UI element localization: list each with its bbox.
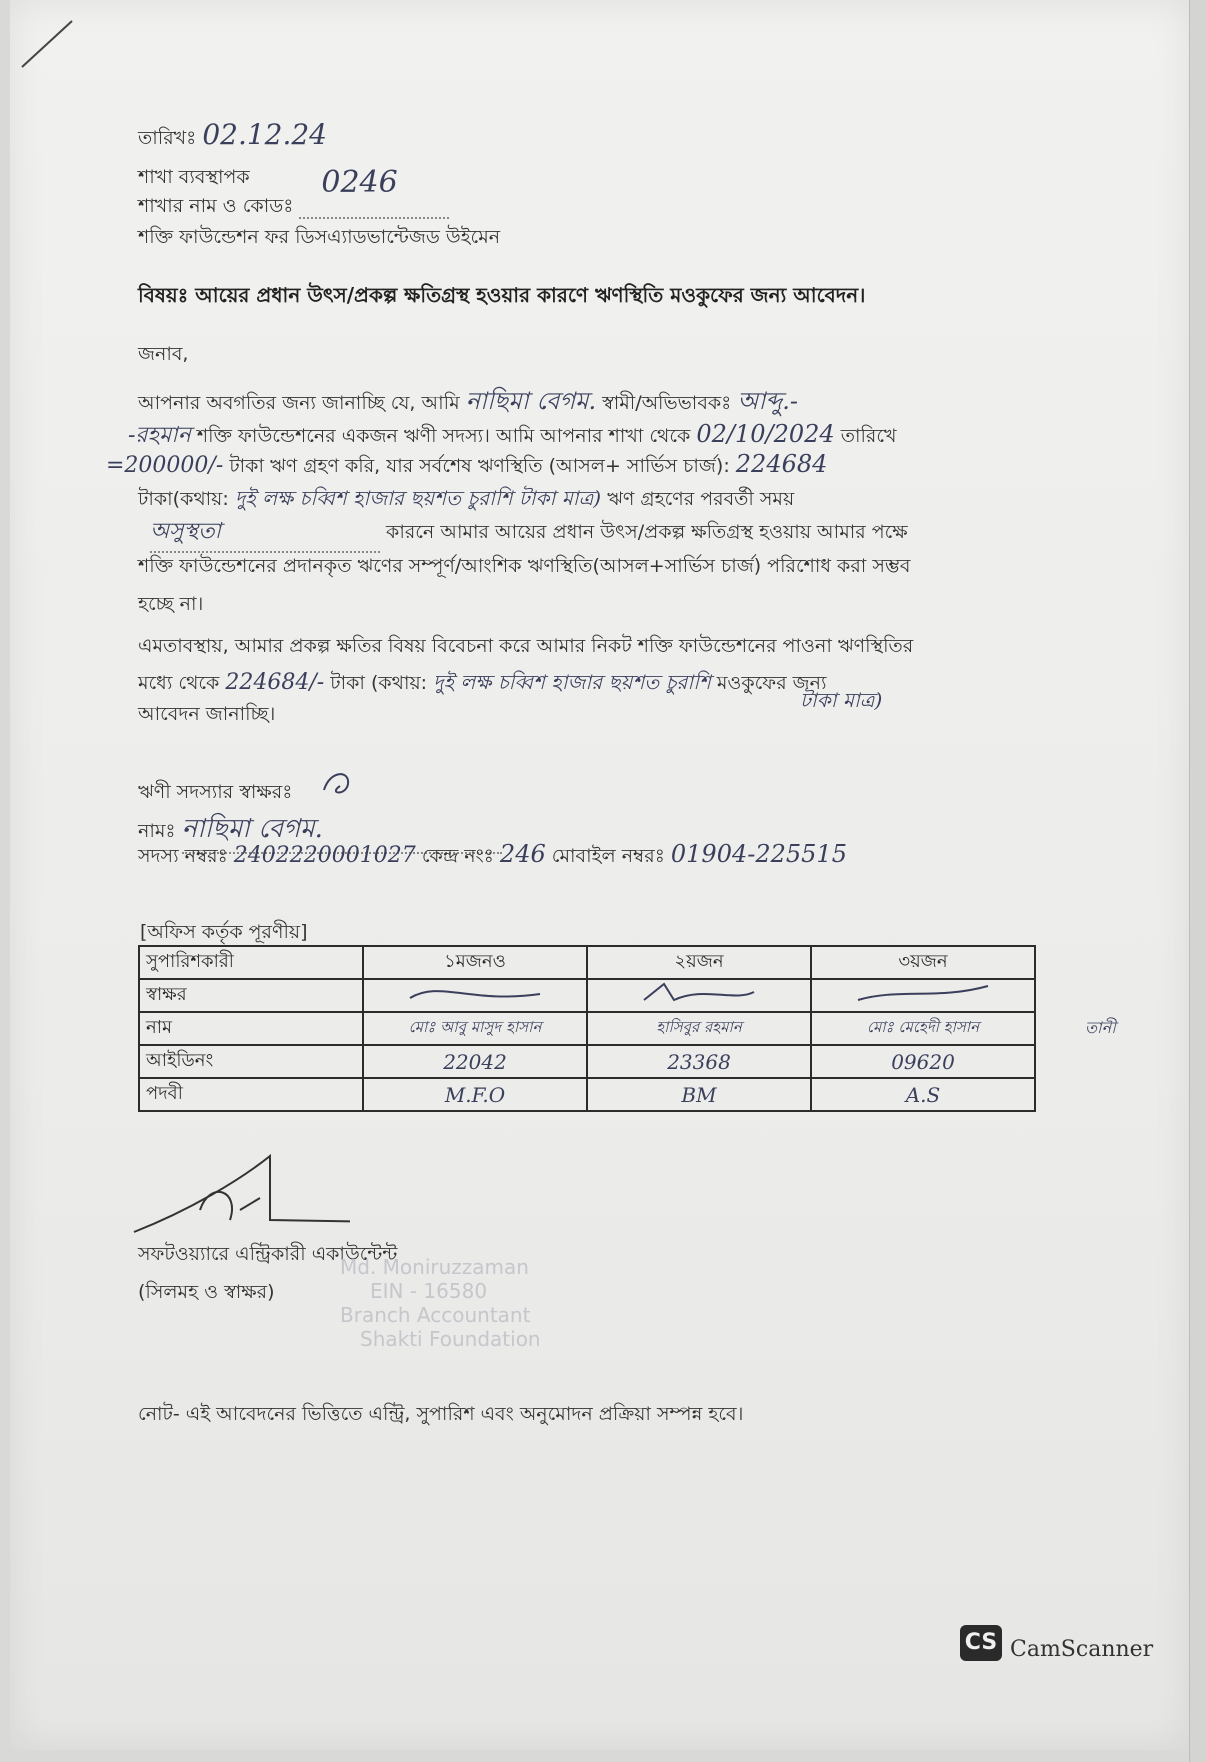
body-line-3: =200000/- টাকা ঋণ গ্রহণ করি, যার সর্বশেষ ঋণস্থিতি (আসল+ সার্ভিস চার্জ): 224684 — [106, 450, 828, 478]
body-line-6: শক্তি ফাউন্ডেশনের প্রদানকৃত ঋণের সম্পূর্ণ/আংশিক ঋণস্থিতি(আসল+সার্ভিস চার্জ) পরিশোধ করা সম্ভব — [138, 555, 911, 577]
row-label: পদবী — [139, 1078, 363, 1111]
col-header: ৩য়জন — [811, 946, 1035, 979]
body-line-7: হচ্ছে না। — [138, 593, 204, 615]
id-cell: 22042 — [363, 1045, 587, 1078]
footer-note: নোট- এই আবেদনের ভিত্তিতে এন্ট্রি, সুপারিশ এবং অনুমোদন প্রক্রিয়া সম্পন্ন হবে। — [138, 1403, 744, 1425]
outstanding-hand: 224684 — [735, 450, 828, 478]
amount-in-words-hand: দুই লক্ষ চব্বিশ হাজার ছয়শত চুরাশি টাকা মাত্র) — [234, 486, 602, 510]
col-header: ১মজনও — [363, 946, 587, 979]
date-value: 02.12.24 — [202, 118, 327, 151]
designation-cell: M.F.O — [363, 1078, 587, 1111]
center-number-hand: 246 — [499, 840, 546, 868]
body-line-1: আপনার অবগতির জন্য জানাচ্ছি যে, আমি নাছিমা বেগম. স্বামী/অভিভাবকঃ আব্দু.- — [138, 387, 798, 415]
waiver-amount-hand: 224684/- — [225, 670, 325, 695]
guardian-hand: আব্দু.- — [737, 387, 798, 415]
table-row — [139, 1012, 1035, 1045]
body-line-8: এমতাবস্থায়, আমার প্রকল্প ক্ষতির বিষয় বিবেচনা করে আমার নিকট শক্তি ফাউন্ডেশনের পাওনা ঋণস্থিতির — [138, 635, 914, 657]
signature-cell — [363, 979, 587, 1012]
accountant-title: সফটওয়্যারে এন্ট্রিকারী একাউন্টেন্ট — [138, 1243, 398, 1265]
branch-label: শাখার নাম ও কোডঃ — [138, 195, 294, 217]
borrower-name-line: নামঃ নাছিমা বেগম. — [138, 808, 502, 854]
salutation: জনাব, — [138, 343, 189, 365]
organization-line: শক্তি ফাউন্ডেশন ফর ডিসএ্যাডভান্টেজড উইমেন — [138, 226, 501, 248]
page-edge — [1189, 0, 1206, 1762]
row-label: সুপারিশকারী — [139, 946, 363, 979]
name-cell: মোঃ মেহেদী হাসান — [811, 1012, 1035, 1045]
table-row — [139, 946, 1035, 979]
table-row — [139, 979, 1035, 1012]
loan-amount-hand: =200000/- — [106, 453, 224, 478]
name-cell: মোঃ আবু মাসুদ হাসান — [363, 1012, 587, 1045]
date-label: তারিখঃ — [138, 127, 197, 149]
camscanner-label: CamScanner — [1010, 1637, 1154, 1662]
body-line-2: -রহমান শক্তি ফাউন্ডেশনের একজন ঋণী সদস্য। আমি আপনার শাখা থেকে 02/10/2024 তারিখে — [128, 420, 897, 448]
office-use-heading: [অফিস কর্তৃক পূরণীয়] — [140, 921, 308, 943]
camscanner-logo: CS — [960, 1625, 1002, 1661]
borrower-numbers-line: সদস্য নম্বরঃ 2402220001027 কেন্দ্র নংঃ 246 মোবাইল নম্বরঃ 01904-225515 — [138, 840, 847, 868]
name-overflow-hand: তানী — [1085, 1018, 1116, 1037]
row-label: স্বাক্ষর — [139, 979, 363, 1012]
signature-cell — [811, 979, 1035, 1012]
accountant-seal-note: (সিলমহ ও স্বাক্ষর) — [138, 1281, 275, 1303]
document-page — [10, 0, 1190, 1750]
col-header: ২য়জন — [587, 946, 811, 979]
designation-cell: BM — [587, 1078, 811, 1111]
accountant-signature-scribble — [130, 1150, 350, 1240]
recommendation-table — [138, 945, 1036, 1112]
corner-pen-stroke — [18, 15, 78, 75]
id-cell: 23368 — [587, 1045, 811, 1078]
body-line-4: টাকা(কথায়: দুই লক্ষ চব্বিশ হাজার ছয়শত চুরাশি টাকা মাত্র) ঋণ গ্রহণের পরবর্তী সময় — [138, 486, 795, 510]
branch-code: 0246 — [321, 165, 398, 200]
body-line-9: মধ্যে থেকে 224684/- টাকা (কথায়: দুই লক্ষ চব্বিশ হাজার ছয়শত চুরাশি মওকুফের জন্য — [138, 670, 827, 695]
date-line — [138, 118, 327, 156]
id-cell: 09620 — [811, 1045, 1035, 1078]
waiver-words-hand: দুই লক্ষ চব্বিশ হাজার ছয়শত চুরাশি — [433, 670, 711, 694]
signature-cell — [587, 979, 811, 1012]
mobile-number-hand: 01904-225515 — [670, 840, 847, 868]
borrower-signature-line: ঋণী সদস্যার স্বাক্ষরঃ — [138, 781, 293, 803]
waiver-words-hand-2: টাকা মাত্র) — [800, 688, 883, 712]
table-row — [139, 1078, 1035, 1111]
applicant-name-hand: নাছিমা বেগম. — [465, 387, 597, 415]
member-number-hand: 2402220001027 — [233, 843, 416, 868]
body-line-10: আবেদন জানাচ্ছি। — [138, 703, 276, 725]
loan-date-hand: 02/10/2024 — [696, 420, 835, 448]
borrower-signature-scribble — [320, 768, 360, 798]
row-label: আইডিনং — [139, 1045, 363, 1078]
body-line-5: অসুস্থতা কারনে আমার আয়ের প্রধান উৎস/প্রকল্প ক্ষতিগ্রস্থ হওয়ায় আমার পক্ষে — [150, 514, 908, 553]
designation-cell: A.S — [811, 1078, 1035, 1111]
name-cell: হাসিবুর রহমান — [587, 1012, 811, 1045]
recipient-line-1: শাখা ব্যবস্থাপক — [138, 166, 250, 188]
reason-hand: অসুস্থতা — [150, 514, 380, 553]
table-row — [139, 1045, 1035, 1078]
accountant-stamp: Md. Moniruzzaman EIN - 16580 Branch Accountant Shakti Foundation — [340, 1255, 541, 1351]
borrower-name-hand: নাছিমা বেগম. — [182, 808, 502, 854]
subject-line: বিষয়ঃ আয়ের প্রধান উৎস/প্রকল্প ক্ষতিগ্রস্থ হওয়ার কারণে ঋণস্থিতি মওকুফের জন্য আবেদন। — [138, 283, 866, 307]
row-label: নাম — [139, 1012, 363, 1045]
